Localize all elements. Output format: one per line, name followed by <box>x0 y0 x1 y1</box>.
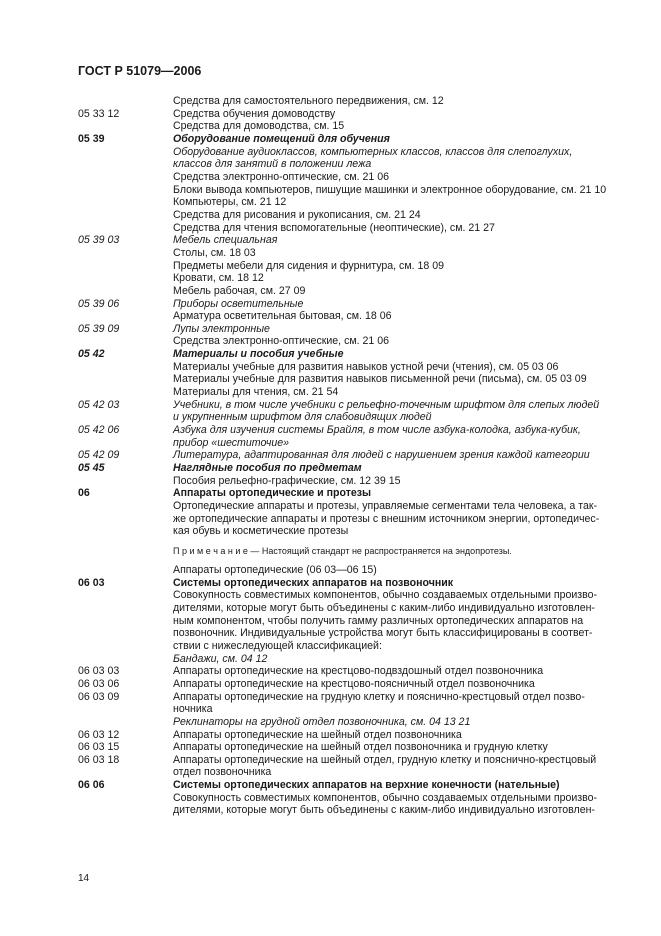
classification-row <box>78 577 616 590</box>
row-text: Предметы мебели для сидения и фурнитура, см. 18 09 <box>173 259 445 272</box>
row-text: Средства для рисования и рукописания, см. 21 24 <box>173 208 421 221</box>
row-code: 06 03 03 <box>78 665 120 678</box>
row-text: Оборудование аудиоклассов, компьютерных классов, классов для слепоглухих, <box>173 145 573 158</box>
row-text: и укрупненным шрифтом для слабовидящих людей <box>173 411 432 424</box>
classification-row <box>78 146 616 159</box>
row-text: ствии с нижеследующей классификацией: <box>173 639 382 652</box>
row-text: Средства для домоводства, см. 15 <box>173 120 345 133</box>
row-text: Приборы осветительные <box>173 297 304 310</box>
row-code <box>78 411 173 424</box>
row-text: Средства обучения домоводству <box>173 107 336 120</box>
row-text: Пособия рельефно-графические, см. 12 39 15 <box>173 474 401 487</box>
row-text: дителями, которые могут быть объединены с каким-либо индивидуально изготовлен- <box>173 804 595 817</box>
row-text: Азбука для изучения системы Брайля, в том числе азбука-колодка, азбука-кубик, <box>173 424 581 437</box>
row-code <box>78 525 173 538</box>
classification-row <box>78 196 616 209</box>
row-text: Материалы для чтения, см. 21 54 <box>173 386 339 399</box>
classification-block-1 <box>78 95 616 538</box>
classification-row <box>78 209 616 222</box>
classification-row <box>78 411 616 424</box>
classification-row <box>78 653 616 666</box>
row-code <box>78 792 173 805</box>
row-code <box>78 247 173 260</box>
row-code <box>78 475 173 488</box>
row-text: Аппараты ортопедические на шейный отдел позвоночника <box>173 728 462 741</box>
classification-row <box>78 589 616 602</box>
row-text: Системы ортопедических аппаратов на позвоночник <box>173 576 454 589</box>
row-text: дителями, которые могут быть объединены с каким-либо индивидуально изготовлен- <box>173 601 595 614</box>
classification-row <box>78 95 616 108</box>
row-text: Реклинаторы на грудной отдел позвоночника, см. 04 13 21 <box>173 715 471 728</box>
classification-row <box>78 703 616 716</box>
classification-row <box>78 373 616 386</box>
row-text: Аппараты ортопедические на шейный отдел позвоночника и грудную клетку <box>173 741 548 754</box>
row-text: ным компонентом, чтобы получить гамму различных ортопедических аппаратов на <box>173 614 584 627</box>
spacer <box>78 538 616 545</box>
classification-row <box>78 766 616 779</box>
row-text: Средства для чтения вспомогательные (неоптические), см. 21 27 <box>173 221 495 234</box>
classification-row <box>78 171 616 184</box>
classification-row <box>78 691 616 704</box>
row-text: Аппараты ортопедические (06 03—06 15) <box>173 563 377 576</box>
classification-row <box>78 792 616 805</box>
classification-row <box>78 525 616 538</box>
row-code: 06 03 18 <box>78 753 120 766</box>
classification-row <box>78 779 616 792</box>
row-text: Средства для самостоятельного передвижения, см. 12 <box>173 95 444 107</box>
row-text: Лупы электронные <box>173 322 270 335</box>
row-code <box>78 500 173 513</box>
classification-row <box>78 108 616 121</box>
row-text: Бандажи, см. 04 12 <box>173 652 268 665</box>
row-code <box>78 95 173 108</box>
row-code: 06 03 09 <box>78 690 120 703</box>
classification-row <box>78 716 616 729</box>
classification-row <box>78 564 616 577</box>
row-code <box>78 272 173 285</box>
row-code: 05 42 <box>78 348 105 361</box>
row-code: 05 33 12 <box>78 107 120 120</box>
row-text: Аппараты ортопедические на шейный отдел, грудную клетку и пояснично-крестцовый <box>173 753 597 766</box>
classification-row <box>78 285 616 298</box>
row-code: 06 03 12 <box>78 728 120 741</box>
classification-row <box>78 449 616 462</box>
row-text: Столы, см. 18 03 <box>173 246 256 259</box>
classification-row <box>78 361 616 374</box>
classification-row <box>78 487 616 500</box>
classification-row <box>78 627 616 640</box>
row-code: 05 45 <box>78 462 105 475</box>
classification-row <box>78 500 616 513</box>
row-code <box>78 310 173 323</box>
row-text: Совокупность совместимых компонентов, обычно создаваемых отдельными произво- <box>173 791 598 804</box>
row-text: Оборудование помещений для обучения <box>173 132 390 145</box>
row-text: же ортопедические аппараты и протезы с внешним источником энергии, ортопедичес- <box>173 512 600 525</box>
classification-row <box>78 323 616 336</box>
row-code: 05 39 06 <box>78 297 120 310</box>
row-code <box>78 285 173 298</box>
classification-row <box>78 678 616 691</box>
row-text: Аппараты ортопедические на грудную клетку и пояснично-крестцовый отдел позво- <box>173 690 585 703</box>
row-text: Средства электронно-оптические, см. 21 06 <box>173 335 390 348</box>
row-text: Блоки вывода компьютеров, пишущие машинки и электронное оборудование, см. 21 10 <box>173 183 607 196</box>
row-text: Системы ортопедических аппаратов на верхние конечности (нательные) <box>173 779 560 792</box>
row-code <box>78 513 173 526</box>
row-code <box>78 589 173 602</box>
row-text: отдел позвоночника <box>173 766 272 779</box>
row-text: Материалы учебные для развития навыков устной речи (чтения), см. 05 03 06 <box>173 360 559 373</box>
row-code: 06 <box>78 487 90 500</box>
row-code <box>78 703 173 716</box>
classification-row <box>78 665 616 678</box>
row-code <box>78 602 173 615</box>
classification-row <box>78 804 616 817</box>
row-text: позвоночник. Индивидуальные устройства могут быть классифицированы в соответ- <box>173 627 593 640</box>
classification-row <box>78 260 616 273</box>
row-text: Аппараты ортопедические на крестцово-подвздошный отдел позвоночника <box>173 665 544 678</box>
row-text: Литература, адаптированная для людей с нарушением зрения каждой категории <box>173 449 590 462</box>
row-code: 06 03 <box>78 576 105 589</box>
classification-row <box>78 272 616 285</box>
row-text: Материалы и пособия учебные <box>173 348 344 361</box>
classification-row <box>78 437 616 450</box>
note-row <box>78 545 616 557</box>
row-text: Наглядные пособия по предметам <box>173 462 362 475</box>
classification-row <box>78 399 616 412</box>
classification-row <box>78 222 616 235</box>
row-code <box>78 361 173 374</box>
classification-row <box>78 247 616 260</box>
spacer <box>78 557 616 564</box>
classification-row <box>78 120 616 133</box>
row-code <box>78 386 173 399</box>
row-text: Учебники, в том числе учебники с рельефно-точечным шрифтом для слепых людей <box>173 398 600 411</box>
page-header: ГОСТ Р 51079—2006 <box>78 64 202 78</box>
row-text: Средства электронно-оптические, см. 21 06 <box>173 170 390 183</box>
classification-row <box>78 424 616 437</box>
classification-row <box>78 615 616 628</box>
row-code <box>78 260 173 273</box>
row-code: 06 03 06 <box>78 677 120 690</box>
row-text: ночника <box>173 703 213 716</box>
row-code <box>78 146 173 159</box>
row-code <box>78 564 173 577</box>
row-code <box>78 653 173 666</box>
row-text: прибор «шеститочие» <box>173 436 290 449</box>
classification-row <box>78 298 616 311</box>
row-text: Мебель рабочая, см. 27 09 <box>173 284 306 297</box>
classification-row <box>78 729 616 742</box>
row-text: классов для занятий в положении лежа <box>173 158 372 171</box>
classification-row <box>78 158 616 171</box>
row-text: Аппараты ортопедические и протезы <box>173 487 372 500</box>
note-text: П р и м е ч а н и е — Настоящий стандарт не распространяется на эндопротезы. <box>173 545 512 556</box>
row-code <box>78 222 173 235</box>
row-text: Ортопедические аппараты и протезы, управляемые сегментами тела человека, а так- <box>173 500 598 512</box>
classification-row <box>78 741 616 754</box>
row-code <box>78 804 173 817</box>
row-text: Компьютеры, см. 21 12 <box>173 196 287 209</box>
classification-row <box>78 348 616 361</box>
row-code <box>78 196 173 209</box>
row-text: Арматура осветительная бытовая, см. 18 06 <box>173 310 392 323</box>
classification-row <box>78 310 616 323</box>
classification-row <box>78 133 616 146</box>
row-text: Мебель специальная <box>173 234 278 247</box>
row-code <box>78 120 173 133</box>
row-code <box>78 627 173 640</box>
row-code: 06 03 15 <box>78 741 120 754</box>
note-code-cell <box>78 545 173 557</box>
row-code: 06 06 <box>78 779 105 792</box>
row-text: кая обувь и косметические протезы <box>173 525 349 538</box>
row-text: Материалы учебные для развития навыков письменной речи (письма), см. 05 03 09 <box>173 373 587 386</box>
classification-row <box>78 754 616 767</box>
classification-row <box>78 602 616 615</box>
row-code: 05 42 06 <box>78 424 120 437</box>
row-code: 05 42 03 <box>78 398 120 411</box>
classification-row <box>78 640 616 653</box>
row-code <box>78 335 173 348</box>
row-code <box>78 640 173 653</box>
row-code <box>78 766 173 779</box>
row-code <box>78 171 173 184</box>
row-code: 05 39 03 <box>78 234 120 247</box>
page-number: 14 <box>78 873 90 884</box>
row-code <box>78 716 173 729</box>
classification-block-2 <box>78 564 616 817</box>
classification-row <box>78 475 616 488</box>
row-code <box>78 184 173 197</box>
row-code <box>78 373 173 386</box>
row-code: 05 39 09 <box>78 322 120 335</box>
row-text: Совокупность совместимых компонентов, обычно создаваемых отдельными произво- <box>173 589 598 602</box>
row-code: 05 42 09 <box>78 449 120 462</box>
row-code <box>78 158 173 171</box>
classification-row <box>78 335 616 348</box>
classification-row <box>78 462 616 475</box>
classification-list <box>78 95 616 817</box>
row-text: Аппараты ортопедические на крестцово-поясничный отдел позвоночника <box>173 677 535 690</box>
row-code <box>78 615 173 628</box>
row-text: Кровати, см. 18 12 <box>173 272 264 285</box>
classification-row <box>78 513 616 526</box>
row-code <box>78 437 173 450</box>
classification-row <box>78 386 616 399</box>
classification-row <box>78 184 616 197</box>
classification-row <box>78 234 616 247</box>
row-code <box>78 209 173 222</box>
row-code: 05 39 <box>78 132 105 145</box>
